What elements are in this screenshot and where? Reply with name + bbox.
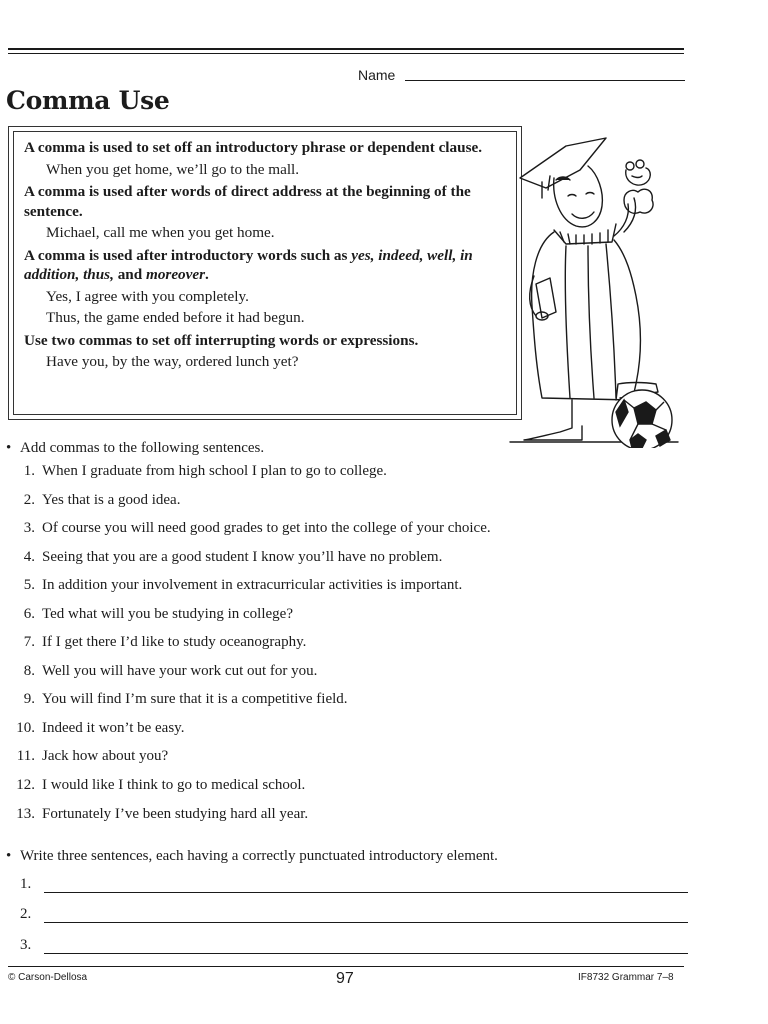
item-sentence: Yes that is a good idea. [42,491,181,508]
rule-3-example-2: Thus, the game ended before it had begun. [46,309,305,326]
rule-1: A comma is used to set off an introductory phrase or dependent clause. [24,139,483,156]
item-number: 12. [16,777,35,794]
page-number: 97 [336,970,354,987]
list-item [0,748,700,777]
list-item [0,463,700,492]
item-sentence: When I graduate from high school I plan to go to college. [42,463,387,479]
top-rule-thin [8,53,684,54]
rule-4-example: Have you, by the way, ordered lunch yet? [46,353,299,370]
item-sentence: Seeing that you are a good student I know you’ll have no problem. [42,548,443,565]
list-item [0,520,700,549]
footer-copyright: © Carson-Dellosa [8,972,88,983]
item-number: 11. [16,748,35,765]
bullet: • [6,848,12,864]
item-number: 1. [23,463,35,479]
item-number: 9. [23,691,35,708]
name-field-line[interactable] [405,80,685,81]
answer-line[interactable] [44,922,688,923]
answer-number: 3. [20,937,32,953]
item-number: 4. [23,548,35,565]
list-item [0,549,700,578]
item-number: 6. [23,605,35,622]
answer-number: 1. [20,876,32,892]
item-sentence: In addition your involvement in extracurricular activities is important. [42,577,463,594]
instruction-text: Write three sentences, each having a correctly punctuated introductory element. [20,848,498,864]
item-sentence: Well you will have your work cut out for you. [42,662,318,679]
item-number: 3. [23,520,35,537]
rule-3-words-1: yes, indeed, [351,246,424,264]
rule-3-words-3: moreover [146,266,206,283]
item-number: 13. [16,805,35,822]
item-number: 5. [23,577,35,594]
item-sentence: If I get there I’d like to study oceanography. [42,634,307,651]
item-sentence: Ted what will you be studying in college? [42,605,293,622]
rule-2-example: Michael, call me when you get home. [46,224,275,241]
item-sentence: I would like I think to go to medical school. [42,777,306,794]
exercise-2-instruction [6,848,498,865]
rule-3-example-1: Yes, I agree with you completely. [46,287,249,305]
top-rule [8,48,684,50]
graduate-illustration [506,136,696,448]
rule-3 [24,246,506,285]
list-item [0,606,700,635]
item-number: 2. [23,491,35,508]
item-number: 7. [23,634,35,651]
item-number: 10. [16,719,35,736]
rule-3-lead: A comma is used after introductory words such as [24,246,352,264]
list-item [0,777,700,806]
rule-1-example: When you get home, we’ll go to the mall. [46,160,300,178]
rule-3-words-2: well, in addition, thus, [24,246,473,283]
item-sentence: You will find I’m sure that it is a competitive field. [42,691,348,708]
item-sentence: Jack how about you? [42,748,169,765]
list-item [0,806,700,835]
footer-rule [8,966,684,967]
name-label: Name [358,67,396,83]
list-item [0,577,700,606]
item-sentence: Fortunately I’ve been studying hard all year. [42,805,309,822]
rules-box-inner [13,131,517,415]
list-item [0,720,700,749]
list-item [0,691,700,720]
rule-3-and: and [113,266,146,283]
answer-line[interactable] [44,953,688,954]
exercise-1-list [0,463,700,834]
list-item [0,492,700,521]
list-item [0,634,700,663]
answer-line[interactable] [44,892,688,893]
item-sentence: Of course you will need good grades to get into the college of your choice. [42,520,491,537]
answer-number: 2. [20,906,32,922]
item-number: 8. [23,662,35,679]
rule-4: Use two commas to set off interrupting words or expressions. [24,331,419,349]
list-item [0,663,700,692]
page-title: Comma Use [6,86,170,115]
rule-3-end: . [205,266,209,283]
footer-product-code: IF8732 Grammar 7–8 [578,972,674,983]
bullet: • [6,440,12,456]
instruction-text: Add commas to the following sentences. [20,440,265,456]
rule-2: A comma is used after words of direct address at the beginning of the sentence. [24,183,471,220]
item-sentence: Indeed it won’t be easy. [42,719,185,736]
rules-box [8,126,522,420]
exercise-1-instruction [6,440,264,457]
